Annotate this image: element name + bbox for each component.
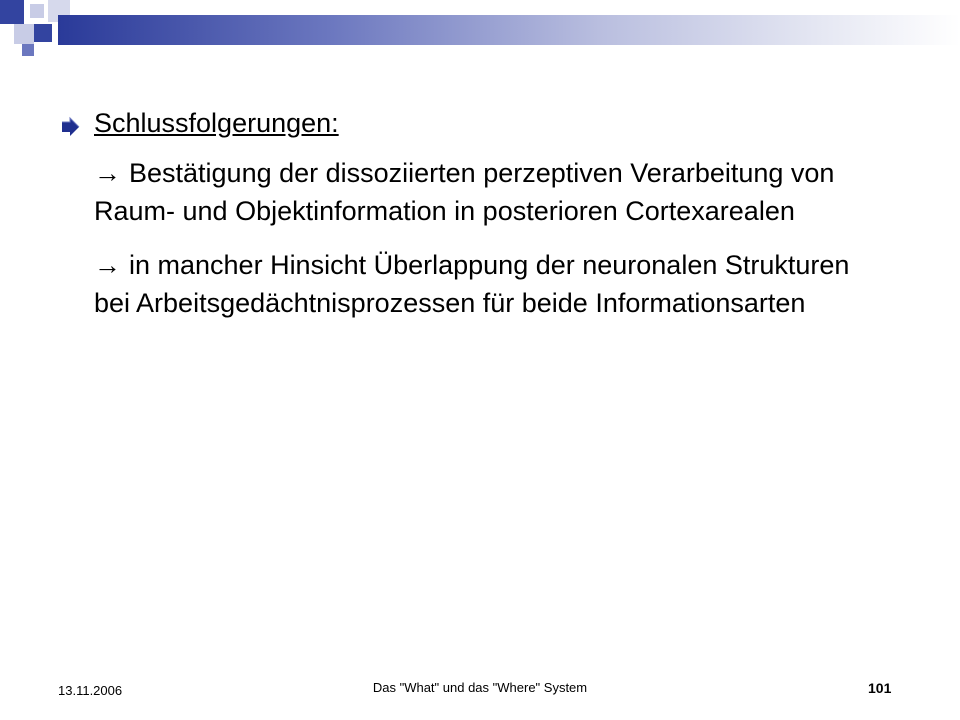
page-number: 101	[868, 680, 892, 696]
bullet-item	[60, 104, 860, 148]
footer-date: 13.11.2006	[58, 683, 123, 698]
conclusion-text: Bestätigung der dissoziierten perzeptiven Verarbeitung von Raum- und Objektinformation in posterioren Cortexarealen	[94, 158, 835, 226]
arrow-bullet-icon	[60, 104, 94, 148]
decor-square	[14, 24, 34, 44]
header-gradient-band	[58, 15, 960, 45]
slide-content	[60, 104, 860, 322]
right-arrow-icon: →	[94, 158, 121, 188]
conclusion-point	[94, 154, 860, 230]
conclusion-point	[94, 246, 860, 322]
decor-square	[0, 0, 24, 24]
right-arrow-icon: →	[94, 250, 121, 280]
slide-heading: Schlussfolgerungen:	[94, 108, 339, 138]
conclusion-text: in mancher Hinsicht Überlappung der neuronalen Strukturen bei Arbeitsgedächtnisprozessen für beide Informationsarten	[94, 250, 850, 318]
footer-title: Das "What" und das "Where" System	[372, 680, 588, 695]
decor-square	[34, 24, 52, 42]
decor-square	[22, 44, 34, 56]
decor-square	[30, 4, 44, 18]
